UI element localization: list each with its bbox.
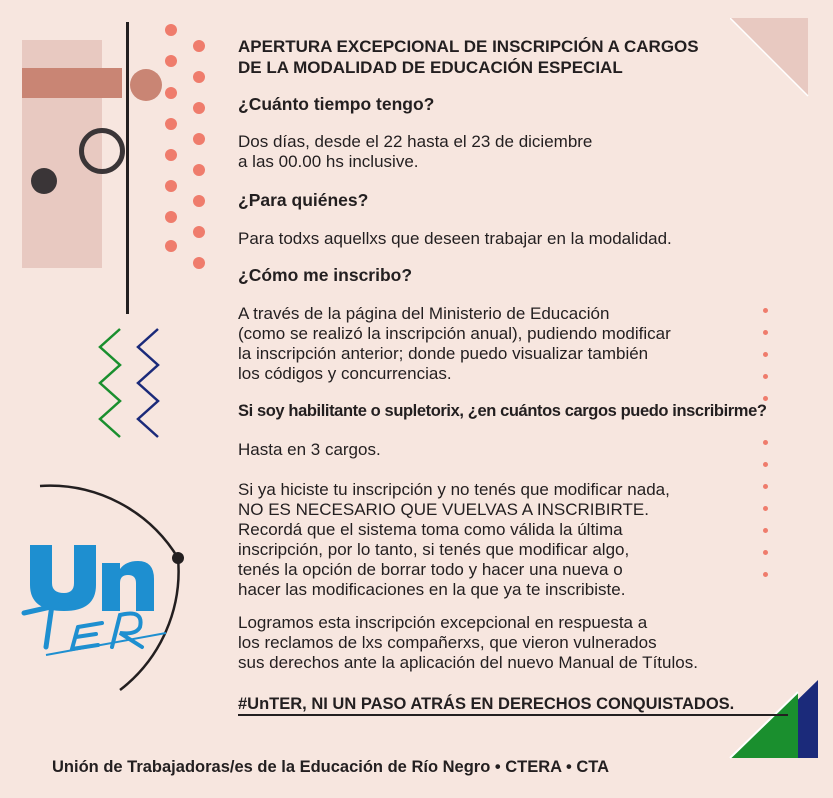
decorative-vertical-line — [126, 22, 129, 314]
question-como-inscribo: ¿Cómo me inscribo? — [238, 265, 413, 285]
unter-logo — [16, 535, 186, 665]
page-title — [238, 36, 738, 78]
decorative-triangle-top-right — [730, 18, 810, 98]
decorative-zigzags — [90, 325, 170, 450]
paragraph-reinscripcion: Si ya hiciste tu inscripción y no tenés que modificar nada, NO ES NECESARIO QUE VUELVAS A INSCRIBIRTE. Recordá que el sistema toma como válida la última inscripción, por lo tanto, si tenés que modificar algo, tenés la opción de borrar todo y hacer una nueva o hacer las modificaciones en la que ya te inscribiste. — [238, 480, 670, 599]
answer-para-quienes: Para todxs aquellxs que deseen trabajar en la modalidad. — [238, 229, 672, 248]
decorative-ring — [79, 128, 125, 174]
hashtag-slogan: #UnTER, NI UN PASO ATRÁS EN DERECHOS CONQUISTADOS. — [238, 695, 735, 713]
question-cuantos-cargos: Si soy habilitante o supletorix, ¿en cuántos cargos puedo inscribirme? — [238, 402, 767, 420]
title-line-2: DE LA MODALIDAD DE EDUCACIÓN ESPECIAL — [238, 58, 623, 77]
question-tiempo: ¿Cuánto tiempo tengo? — [238, 94, 435, 114]
question-para-quienes: ¿Para quiénes? — [238, 190, 369, 210]
decorative-dark-dot — [31, 168, 57, 194]
paragraph-logro: Logramos esta inscripción excepcional en respuesta a los reclamos de lxs compañerxs, que vieron vulnerados sus derechos ante la aplicación del nuevo Manual de Títulos. — [238, 613, 698, 672]
answer-cuantos-cargos: Hasta en 3 cargos. — [238, 440, 381, 459]
answer-tiempo: Dos días, desde el 22 hasta el 23 de diciembre a las 00.00 hs inclusive. — [238, 132, 593, 171]
decorative-triangles-bottom-right — [728, 678, 820, 760]
decorative-rose-band — [22, 68, 122, 98]
answer-como-inscribo: A través de la página del Ministerio de Educación (como se realizó la inscripción anual), pudiendo modificar la inscripción anterior; donde puedo visualizar también los códigos y concurrencias. — [238, 304, 671, 383]
footer-organization: Unión de Trabajadoras/es de la Educación de Río Negro • CTERA • CTA — [52, 758, 610, 776]
decorative-rose-circle — [130, 69, 162, 101]
title-line-1: APERTURA EXCEPCIONAL DE INSCRIPCIÓN A CARGOS — [238, 37, 699, 56]
hashtag-underline — [238, 714, 788, 716]
